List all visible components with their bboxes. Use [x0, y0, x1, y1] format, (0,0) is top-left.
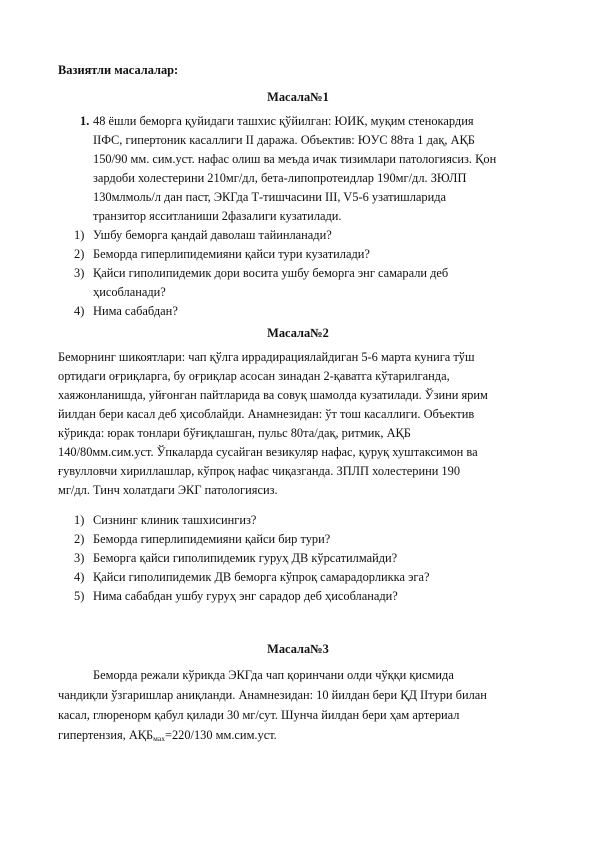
task1-line-2: IIФС, гипертоник касаллиги II даража. Объектив: ЮУС 88та 1 дақ, АҚБ — [93, 133, 475, 147]
task2-line: ортидаги оғриқларга, бу оғриқлар асосан зинадан 2-қаватга кўтарилганда, — [58, 369, 450, 383]
task1-question-text: Қайси гиполипидемик дори восита ушбу беморга энг самарали деб — [93, 266, 449, 280]
task3-line: чандиқли ўзгаришлар аниқланди. Анамнезидан: 10 йилдан бери ҚД IIтури билан — [58, 688, 487, 702]
task3-line: Беморда режали кўрикда ЭКГда чап қоринчани олди чўққи қисмида — [93, 668, 454, 682]
task2-question-number: 4) — [74, 570, 85, 584]
task2-line: хаяжонланишда, уйғонган пайтларида ва совуқ шамолда кузатилади. Ўзини ярим — [58, 388, 488, 402]
task2-question-text: Сизнинг клиник ташхисингиз? — [93, 513, 257, 527]
task1-line-1: 48 ёшли беморга қуйидаги ташхис қўйилган: ЮИК, муқим стенокардия — [93, 114, 474, 128]
task2-question-text: Қайси гиполипидемик ДВ беморга кўпроқ самарадорликка эга? — [93, 570, 430, 584]
task1-question-number: 4) — [74, 304, 85, 318]
task1-line-5: 130млмоль/л дан паст, ЭКГда Т-тишчасини III, V5-6 узатишларида — [93, 190, 447, 204]
task2-line: йилдан бери касал деб ҳисоблайди. Анамнезидан: ўт тош касаллиги. Объектив — [58, 407, 475, 421]
task1-line-6: транзитор ясситланиши 2фазалиги кузатилади. — [93, 209, 342, 223]
task1-line-4: зардоби холестерини 210мг/дл, бета-липопротеидлар 190мг/дл. ЗЮЛП — [93, 171, 467, 185]
task1-line-3: 150/90 мм. сим.уст. нафас олиш ва меъда ичак тизимлари патологиясиз. Қон — [93, 152, 497, 166]
task2-question-number: 5) — [74, 589, 85, 603]
task3-last-line-suffix: =220/130 мм.сим.уст. — [164, 728, 277, 742]
task3-last-line-prefix: гипертензия, АҚБ — [58, 728, 154, 742]
task2-question-number: 3) — [74, 551, 85, 565]
task1-number: 1. — [80, 114, 90, 128]
task2-line: 140/80мм.сим.уст. Ўпкаларда сусайган везикуляр нафас, қуруқ хуштаксимон ва — [58, 445, 478, 459]
task2-line: мг/дл. Тинч холатдаги ЭКГ патологиясиз. — [58, 483, 278, 497]
task2-line: ғувулловчи хириллашлар, кўпроқ нафас чиқазганда. ЗПЛП холестерини 190 — [58, 464, 461, 478]
task3-last-line — [58, 726, 277, 748]
task1-question-text: ҳисобланади? — [93, 285, 166, 299]
task2-question-number: 1) — [74, 513, 85, 527]
task1-question-number: 1) — [74, 228, 85, 242]
task1-title: Масала№1 — [267, 90, 329, 104]
task1-question-text: Беморда гиперлипидемияни қайси тури кузатилади? — [93, 247, 370, 261]
task3-title: Масала№3 — [267, 642, 329, 656]
task1-question-text: Ушбу беморга қандай даволаш тайинланади? — [93, 228, 332, 242]
task3-last-line-subscript: мах — [153, 734, 165, 743]
task1-question-number: 2) — [74, 247, 85, 261]
document-heading: Вазиятли масалалар: — [58, 63, 179, 77]
task2-question-text: Нима сабабдан ушбу гуруҳ энг сарадор деб ҳисобланади? — [93, 589, 398, 603]
task3-line: касал, глюренорм қабул қилади 30 мг/сут. Шунча йилдан бери ҳам артериал — [58, 708, 460, 722]
task2-question-text: Беморда гиперлипидемияни қайси бир тури? — [93, 532, 331, 546]
task2-question-number: 2) — [74, 532, 85, 546]
task1-question-number: 3) — [74, 266, 85, 280]
task2-question-text: Беморга қайси гиполипидемик гуруҳ ДВ кўрсатилмайди? — [93, 551, 398, 565]
task1-question-text: Нима сабабдан? — [93, 304, 178, 318]
task2-line: Беморнинг шикоятлари: чап қўлга иррадирациялайдиган 5-6 марта кунига тўш — [58, 350, 475, 364]
task2-title: Масала№2 — [267, 326, 329, 340]
task2-line: кўрикда: юрак тонлари бўғиқлашган, пульс 80та/дақ, ритмик, АҚБ — [58, 426, 411, 440]
